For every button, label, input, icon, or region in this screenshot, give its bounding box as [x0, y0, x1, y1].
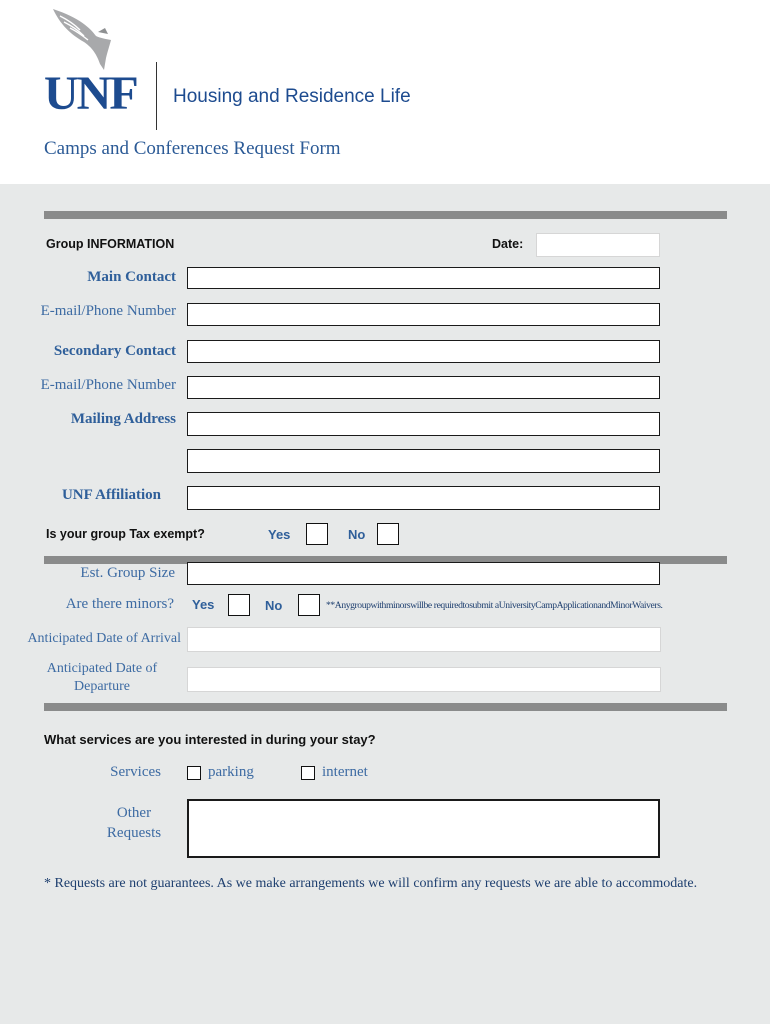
main-contact-email-label: E-mail/Phone Number	[40, 303, 176, 319]
mailing-address-line2-field[interactable]	[187, 449, 660, 473]
other-requests-label-line2: Requests	[106, 825, 162, 841]
main-contact-field[interactable]	[187, 267, 660, 289]
unf-logo-text: UNF	[44, 67, 137, 120]
date-field[interactable]	[536, 233, 660, 257]
department-name: Housing and Residence Life	[173, 86, 411, 107]
other-requests-label	[84, 803, 184, 843]
departure-label-line2: Departure	[74, 679, 130, 694]
departure-date-field[interactable]	[187, 667, 661, 692]
services-label: Services	[110, 764, 161, 780]
group-info-heading: Group INFORMATION	[46, 237, 175, 251]
secondary-contact-email-label: E-mail/Phone Number	[40, 377, 176, 393]
minors-yes-checkbox[interactable]	[228, 594, 250, 616]
internet-option-label: internet	[322, 764, 368, 780]
footer-note: * Requests are not guarantees. As we make arrangements we will confirm any requests we are able to accommodate.	[44, 876, 698, 891]
departure-label	[40, 660, 164, 696]
logo-divider	[156, 62, 157, 130]
other-requests-textarea[interactable]	[187, 799, 660, 858]
osprey-logo-icon	[50, 6, 114, 72]
departure-label-line1: Anticipated Date of	[46, 661, 158, 676]
group-size-field[interactable]	[187, 562, 660, 585]
section-divider	[44, 211, 727, 219]
tax-exempt-yes-checkbox[interactable]	[306, 523, 328, 545]
form-title: Camps and Conferences Request Form	[44, 138, 341, 159]
minors-no-checkbox[interactable]	[298, 594, 320, 616]
affiliation-label: UNF Affiliation	[61, 487, 161, 503]
tax-exempt-no-label: No	[348, 527, 366, 542]
minors-no-label: No	[265, 598, 283, 613]
minors-note: **Anygroupwithminorswillbe requiredtosubmit aUniversityCampApplicationandMinorWaivers.	[326, 600, 663, 611]
parking-checkbox[interactable]	[187, 766, 201, 780]
tax-exempt-question: Is your group Tax exempt?	[46, 527, 205, 541]
main-contact-email-field[interactable]	[187, 303, 660, 326]
minors-question: Are there minors?	[65, 596, 174, 612]
page-header	[0, 0, 770, 184]
date-label: Date:	[492, 237, 524, 251]
group-size-label: Est. Group Size	[80, 565, 175, 581]
section-divider	[44, 703, 727, 711]
tax-exempt-no-checkbox[interactable]	[377, 523, 399, 545]
mailing-address-line1-field[interactable]	[187, 412, 660, 436]
arrival-label: Anticipated Date of Arrival	[27, 631, 181, 646]
affiliation-field[interactable]	[187, 486, 660, 510]
parking-option-label: parking	[208, 764, 254, 780]
services-heading: What services are you interested in during your stay?	[44, 732, 376, 747]
secondary-contact-field[interactable]	[187, 340, 660, 363]
main-contact-label: Main Contact	[87, 269, 176, 285]
secondary-contact-label: Secondary Contact	[53, 343, 176, 359]
tax-exempt-yes-label: Yes	[268, 527, 291, 542]
internet-checkbox[interactable]	[301, 766, 315, 780]
minors-yes-label: Yes	[192, 597, 215, 612]
other-requests-label-line1: Other	[116, 805, 152, 821]
arrival-date-field[interactable]	[187, 627, 661, 652]
mailing-address-label: Mailing Address	[70, 411, 176, 427]
secondary-contact-email-field[interactable]	[187, 376, 660, 399]
